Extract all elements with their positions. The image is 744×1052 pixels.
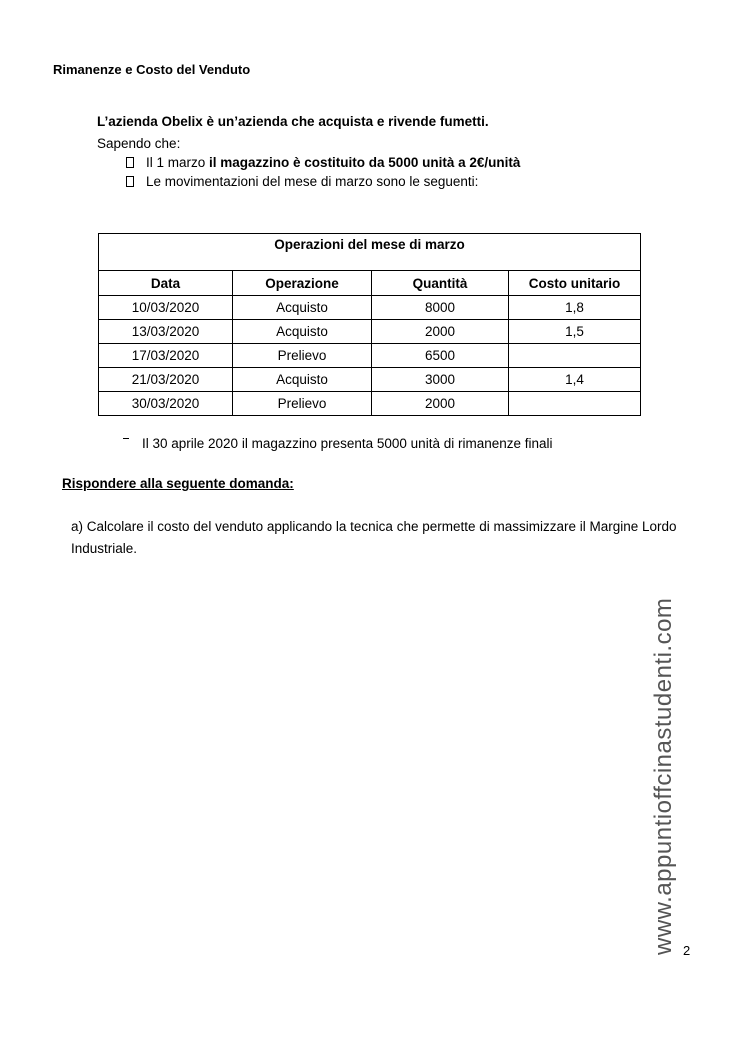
bullet-1-plain: Il 1 marzo: [146, 155, 210, 170]
header-quantita: Quantità: [372, 271, 509, 296]
header-data: Data: [99, 271, 233, 296]
sapendo-text: Sapendo che:: [97, 136, 181, 151]
page-number: 2: [683, 943, 691, 958]
bullet-1-bold: il magazzino è costituito da 5000 unità a 2€/unità: [209, 155, 521, 170]
cell-date: 13/03/2020: [99, 320, 233, 344]
cell-operation: Acquisto: [233, 296, 372, 320]
question-text: a) Calcolare il costo del venduto applicando la tecnica che permette di massimizzare il Margine Lordo Industriale.: [71, 519, 677, 556]
document-title: Rimanenze e Costo del Venduto: [53, 62, 251, 77]
bullet-box-icon: [126, 157, 134, 168]
cell-unit-cost: 1,4: [509, 368, 641, 392]
cell-operation: Acquisto: [233, 320, 372, 344]
bullet-item-1: [126, 155, 520, 170]
cell-date: 17/03/2020: [99, 344, 233, 368]
cell-quantity: 8000: [372, 296, 509, 320]
cell-quantity: 3000: [372, 368, 509, 392]
cell-operation: Prelievo: [233, 392, 372, 416]
cell-unit-cost: 1,8: [509, 296, 641, 320]
cell-unit-cost: [509, 344, 641, 368]
cell-date: 30/03/2020: [99, 392, 233, 416]
cell-unit-cost: 1,5: [509, 320, 641, 344]
cell-date: 10/03/2020: [99, 296, 233, 320]
cell-quantity: 2000: [372, 392, 509, 416]
watermark-text: www.appuntioffcinastudenti.com: [650, 597, 677, 955]
cell-quantity: 6500: [372, 344, 509, 368]
intro-text: L’azienda Obelix è un’azienda che acquista e rivende fumetti.: [97, 114, 489, 129]
cell-quantity: 2000: [372, 320, 509, 344]
bullet-box-icon: [126, 176, 134, 187]
cell-operation: Prelievo: [233, 344, 372, 368]
table-row: [99, 320, 641, 344]
cell-unit-cost: [509, 392, 641, 416]
question-heading: Rispondere alla seguente domanda:: [62, 476, 294, 491]
cell-date: 21/03/2020: [99, 368, 233, 392]
bullet-2-text: Le movimentazioni del mese di marzo sono le seguenti:: [146, 174, 479, 189]
table-row: [99, 368, 641, 392]
table-row: [99, 344, 641, 368]
bullet-3-text: Il 30 aprile 2020 il magazzino presenta 5000 unità di rimanenze finali: [142, 436, 553, 451]
table-row: [99, 392, 641, 416]
header-costo-unitario: Costo unitario: [509, 271, 641, 296]
cell-operation: Acquisto: [233, 368, 372, 392]
operations-table: [98, 233, 641, 416]
bullet-dash-icon: [122, 438, 130, 449]
bullet-item-2: [126, 174, 478, 189]
header-operazione: Operazione: [233, 271, 372, 296]
table-row: [99, 296, 641, 320]
bullet-item-3: [122, 436, 553, 451]
table-caption: Operazioni del mese di marzo: [99, 234, 641, 271]
table-header-row: [99, 271, 641, 296]
